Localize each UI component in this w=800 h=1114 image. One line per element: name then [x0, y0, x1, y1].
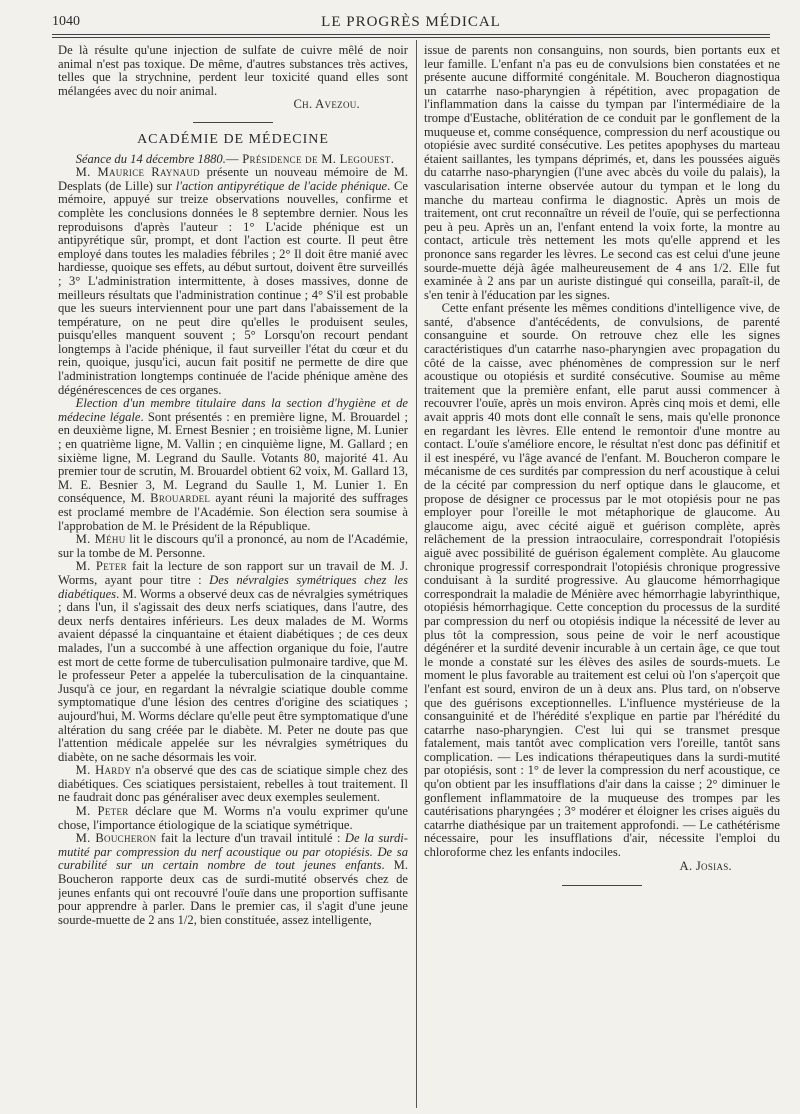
column-divider: [416, 40, 417, 1108]
paragraph-raynaud: M. Maurice Raynaud présente un nouveau mémoire de M. Desplats (de Lille) sur l'action antipyrétique de l'acide phénique. Ce mémoire, appuyé sur treize observations nouvelles, confirme et complète les conclusions données le 8 septembre dernier. Nous les reproduisons d'après l'auteur : 1° L'acide phénique est un antipyrétique sûr, prompt, et dont l'action est courte. Il peut être employé dans toutes les maladies fébriles ; 2° Il doit être manié avec hardiesse, quoique ses effets, au début surtout, doivent être surveillés ; 3° L'administration intermittente, à doses massives, donne de meilleurs résultats que l'administration continue ; 4° S'il est probable que les sueurs interviennent pour une part dans l'abaissement de la température, on ne peut dire qu'elles le produisent seules, puisqu'elles manquent souvent ; 5° Lorsqu'on recourt pendant longtemps à l'acide phénique, il faut surveiller l'état du cœur et du rein, quoique, jusqu'ici, aucun fait positif ne permette de dire que l'administration longtemps continuée de l'acide phénique amène des dégénérescences de ces organes.: [58, 165, 408, 397]
seance-date: Séance du 14 décembre 1880.: [75, 151, 226, 166]
journal-title: LE PROGRÈS MÉDICAL: [321, 14, 501, 30]
page-header: [52, 12, 770, 34]
end-rule: [562, 885, 642, 886]
paragraph-mehu: M. Méhu lit le discours qu'il a prononcé, au nom de l'Académie, sur la tombe de M. Personne.: [58, 532, 408, 560]
header-rule: [52, 34, 770, 35]
paragraph-hardy: M. Hardy n'a observé que des cas de sciatique simple chez des diabétiques. Ces sciatiques persistaient, rebelles à tout traitement. Il ne faudrait donc pas généraliser avec deux exemples seulement.: [58, 763, 408, 805]
section-separator: [193, 122, 273, 123]
paragraph-peter-declare: M. Peter déclare que M. Worms n'a voulu exprimer qu'une chose, l'importance étiologique de la sciatique symétrique.: [58, 804, 408, 832]
seance-president: — Présidence de M. Legouest.: [225, 151, 395, 166]
seance-line: [58, 153, 408, 167]
header-rule-double: [52, 37, 770, 38]
page-number: 1040: [52, 14, 80, 29]
section-title: ACADÉMIE DE MÉDECINE: [137, 131, 329, 147]
right-column: [424, 44, 780, 1110]
intro-paragraph: De là résulte qu'une injection de sulfate de cuivre mêlé de noir animal n'est pas toxique. De même, d'autres substances très actives, telles que la strychnine, perdent leur toxicité quand elles sont mélangées avec du noir animal.: [58, 44, 408, 98]
article-signature: A. Josias.: [679, 858, 732, 873]
paragraph-boucheron: M. Boucheron fait la lecture d'un travail intitulé : De la surdi-mutité par compression du nerf acoustique ou par otopiésis. De sa curabilité sur un certain nombre de tout jeunes enfants. M. Boucheron rapporte deux cas de surdi-mutité observés chez de jeunes enfants qui ont recouvré l'ouïe dans une proportion suffisante pour apprendre à parler. Dans le premier cas, il s'agit d'une jeune sourde-muette de 2 ans 1/2, bien constituée, assez intelligente,: [58, 831, 408, 927]
paragraph-second-case: Cette enfant présente les mêmes conditions d'intelligence vive, de santé, d'absence d'antécédents, de convulsions, de parenté consanguine et sourde. On retrouve chez elle les signes caractéristiques d'un catarrhe naso-pharyngien avec propagation du côté de la caisse, avec phénomènes de compression sur le nerf acoustique ou otopiésis et surdité consécutive. Soumise au même traitement que la première enfant, elle parut aussi commencer à recouvrer l'ouïe, après un mois environ. Après cinq mois et demi, elle avait appris 40 mots dont elle connaît le sens, mais qu'elle prononce en regardant les lèvres. Elle entend le remontoir d'une montre au contact. L'ouïe s'améliore encore, le résultat n'est donc pas définitif et il est inespéré, vu l'âge avancé de l'enfant. M. Boucheron compare le mécanisme de ces surdités par compression du nerf acoustique à celui de la cécité par compression du nerf optique dans le glaucome, et propose de désigner ce processus par le mot otopiésis pour ne pas employer pour l'oreille le mot métaphorique de glaucome. Au glaucome aigu, avec cécité aiguë et guérison complète, après relâchement de la pression intraoculaire, correspondrait l'otopiésis aiguë avec possibilité de guérison également complète. Au glaucome chronique progressif correspondrait l'otopiésis chronique progressive conduisant à la surdité progressive. Au glaucome hémorrhagique correspondrait la maladie de Ménière avec hémorrhagie labyrinthique, otopiésis hémorrhagique. Cette conception du processus de la surdité par compression du nerf ou otopiésis indique la nécessité de lever au plus tôt la compression, sous peine de voir le nerf acoustique dégénérer et la surdité devenir incurable à un certain âge, ce que tout le monde a constaté sur les élèves des asiles de sourds-muets. Le moment le plus favorable au traitement est celui où l'on s'aperçoit que l'enfant est sourd, environ de un à deux ans. Plus tard, on n'observe que des guérisons exceptionnelles. L'influence mystérieuse de la consanguinité et de l'hérédité s'explique en partie par l'hérédité du catarrhe naso-pharyngien. C'est lui qui se transmet presque fatalement, mais tantôt avec complication vers l'oreille, tantôt sans complication. — Les indications thérapeutiques dans la surdi-mutité par otopiésis, sont : 1° de lever la compression du nerf acoustique, ce qu'on obtient par les insufflations d'air dans la caisse ; 2° diminuer le gonflement inflammatoire de la muqueuse des trompes par les cautérisations pharyngées ; 3° modérer et éloigner les crises aiguës du catarrhe diathésique par un traitement approfondi. — Le cathétérisme nécessaire, pour les insufflations d'air, nécessite l'emploi du chloroforme chez les enfants indociles.: [424, 301, 780, 860]
paragraph-continuation: issue de parents non consanguins, non sourds, bien portants eux et leur famille. L'enfant n'a pas eu de convulsions bien constatées et ne présente aucune difformité congénitale. M. Boucheron diagnostiqua un catarrhe naso-pharyngien à répétition, avec propagation de l'inflammation dans la caisse du tympan par l'intermédiaire de la trompe d'Eustache, oblitération de ce conduit par le gonflement de la muqueuse et, comme conséquence, compression du nerf acoustique ou otopiésie avec surdité consécutive. Les petites apophyses du marteau étaient saillantes, les tympans déprimés, et, dans les poussées aiguës du catarrhe naso-pharyngien (l'une avec abcès du voile du palais), la vascularisation interne observée autour du tympan et le long du manche du marteau confirma le diagnostic. Après un mois de traitement, ont crut reconnaître un réveil de l'ouïe, qui se perfectionna peu à peu. Après un an, l'enfant entend la voix forte, la montre au contact, articule très nettement les mots qu'elle apprend et les prononce sans regarder les lèvres. Le second cas est celui d'une jeune sourde-muette déjà âgée malheureusement de 4 ans 1/2. Elle fut examinée à 2 ans par un auriste distingué qui conseilla, paraît-il, de s'en tenir à l'éducation par les signes.: [424, 44, 780, 302]
intro-signature: Ch. Avezou.: [293, 97, 360, 112]
left-column: [58, 44, 408, 1110]
paragraph-election: Election d'un membre titulaire dans la section d'hygiène et de médecine légale. Sont présentés : en première ligne, M. Brouardel ; en deuxième ligne, M. Ernest Besnier ; en troisième ligne, M. Lunier ; en quatrième ligne, M. Vallin ; en cinquième ligne, M. Gallard ; en sixième ligne, M. Legrand du Saulle. Votants 80, majorité 41. Au premier tour de scrutin, M. Brouardel obtient 62 voix, M. Gallard 13, M. E. Besnier 3, M. Legrand du Saulle 1, M. Lunier 1. En conséquence, M. Brouardel ayant réuni la majorité des suffrages est proclamé membre de l'Académie. Son élection sera soumise à l'approbation de M. le Président de la République.: [58, 396, 408, 533]
paragraph-peter-rapport: M. Peter fait la lecture de son rapport sur un travail de M. J. Worms, ayant pour titre : Des névralgies symétriques chez les diabétiques. M. Worms a observé deux cas de névralgies symétriques ; dans l'un, il s'agissait des deux nerfs sciatiques, dans l'autre, des deux nerfs dentaires inférieurs. Les deux malades de M. Worms avaient dépassé la cinquantaine et étaient diabétiques ; de ces deux malades, l'un a succombé à une affection organique du foie, l'autre est mort de cette forme de tuberculisation pulmonaire tardive, que M. le professeur Peter a appelée la tuberculisation de la cinquantaine. Jusqu'à ce jour, en regardant la névralgie sciatique double comme symptomatique d'une lésion des centres d'origine des sciatiques ; aujourd'hui, M. Worms déclare qu'elle peut être symptomatique d'une altération du sang créée par le diabète. M. Peter ne doute pas que l'attention médicale appelée sur les névralgies symétriques du diabète, on ne sache désormais les voir.: [58, 559, 408, 764]
